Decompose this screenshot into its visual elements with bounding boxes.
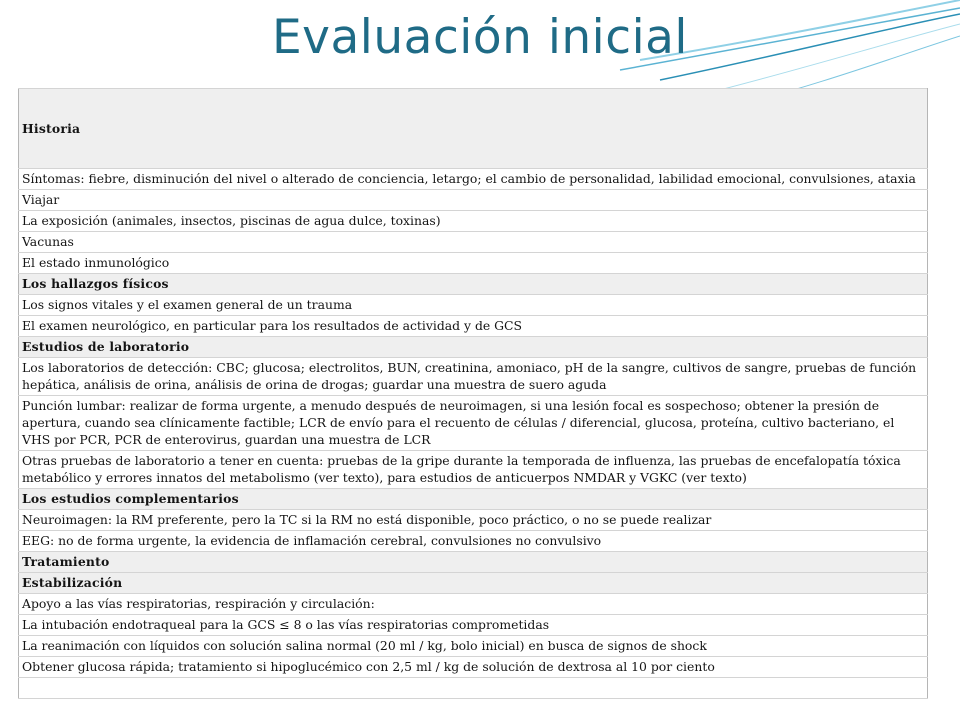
- table-row: [19, 211, 928, 232]
- table-cell: Síntomas: fiebre, disminución del nivel o alterado de conciencia, letargo; el cambio de personalidad, labilidad emocional, convulsiones, ataxia: [19, 169, 928, 190]
- table-cell: El estado inmunológico: [19, 253, 928, 274]
- section-header-cell: Los hallazgos físicos: [19, 274, 928, 295]
- table-row: [19, 531, 928, 552]
- table-cell: Viajar: [19, 190, 928, 211]
- table-row: [19, 396, 928, 451]
- table-row: [19, 358, 928, 396]
- section-header-row: [19, 337, 928, 358]
- section-header-cell: Estabilización: [19, 573, 928, 594]
- evaluation-table: [18, 88, 928, 699]
- table-row: [19, 451, 928, 489]
- table-cell: El examen neurológico, en particular para los resultados de actividad y de GCS: [19, 316, 928, 337]
- table-cell: Obtener glucosa rápida; tratamiento si hipoglucémico con 2,5 ml / kg de solución de dextrosa al 10 por ciento: [19, 657, 928, 678]
- table-cell: La intubación endotraqueal para la GCS ≤ 8 o las vías respiratorias comprometidas: [19, 615, 928, 636]
- table-row: [19, 190, 928, 211]
- section-header-row: [19, 552, 928, 573]
- section-header-cell: Tratamiento: [19, 552, 928, 573]
- table-row: [19, 232, 928, 253]
- table-row: [19, 594, 928, 615]
- slide-title: Evaluación inicial: [271, 10, 688, 65]
- table-row: [19, 615, 928, 636]
- table-cell: Punción lumbar: realizar de forma urgente, a menudo después de neuroimagen, si una lesión focal es sospechoso; obtener la presión de apertura, cuando sea clínicamente factible; LCR de envío para el recuento de células / diferencial, glucosa, proteína, cultivo bacteriano, el VHS por PCR, PCR de enterovirus, guardan una muestra de LCR: [19, 396, 928, 451]
- table-cell: Vacunas: [19, 232, 928, 253]
- section-header-cell: Los estudios complementarios: [19, 489, 928, 510]
- table-cell: Apoyo a las vías respiratorias, respiración y circulación:: [19, 594, 928, 615]
- section-header-row: [19, 573, 928, 594]
- table-row: [19, 295, 928, 316]
- section-header-row: [19, 274, 928, 295]
- section-header-row: [19, 489, 928, 510]
- table-cell: La reanimación con líquidos con solución salina normal (20 ml / kg, bolo inicial) en busca de signos de shock: [19, 636, 928, 657]
- table-row: [19, 657, 928, 678]
- table-row: [19, 510, 928, 531]
- table-cell: EEG: no de forma urgente, la evidencia de inflamación cerebral, convulsiones no convulsivo: [19, 531, 928, 552]
- evaluation-table-body: [19, 89, 928, 699]
- table-cell: Los laboratorios de detección: CBC; glucosa; electrolitos, BUN, creatinina, amoniaco, pH de la sangre, cultivos de sangre, pruebas de función hepática, análisis de orina, análisis de orina de drogas; guardar una muestra de suero aguda: [19, 358, 928, 396]
- table-cell: Otras pruebas de laboratorio a tener en cuenta: pruebas de la gripe durante la temporada de influenza, las pruebas de encefalopatía tóxica metabólico y errores innatos del metabolismo (ver texto), para estudios de anticuerpos NMDAR y VGKC (ver texto): [19, 451, 928, 489]
- table-row: [19, 169, 928, 190]
- table-cell: Neuroimagen: la RM preferente, pero la TC si la RM no está disponible, poco práctico, o no se puede realizar: [19, 510, 928, 531]
- table-cell: [19, 678, 928, 699]
- empty-row: [19, 678, 928, 699]
- evaluation-table-container: [18, 88, 928, 699]
- table-row: [19, 316, 928, 337]
- table-cell: Los signos vitales y el examen general de un trauma: [19, 295, 928, 316]
- section-header-cell: Estudios de laboratorio: [19, 337, 928, 358]
- table-row: [19, 636, 928, 657]
- table-cell: La exposición (animales, insectos, piscinas de agua dulce, toxinas): [19, 211, 928, 232]
- section-header-cell: Historia: [19, 89, 928, 169]
- table-row: [19, 253, 928, 274]
- section-header-row: [19, 89, 928, 169]
